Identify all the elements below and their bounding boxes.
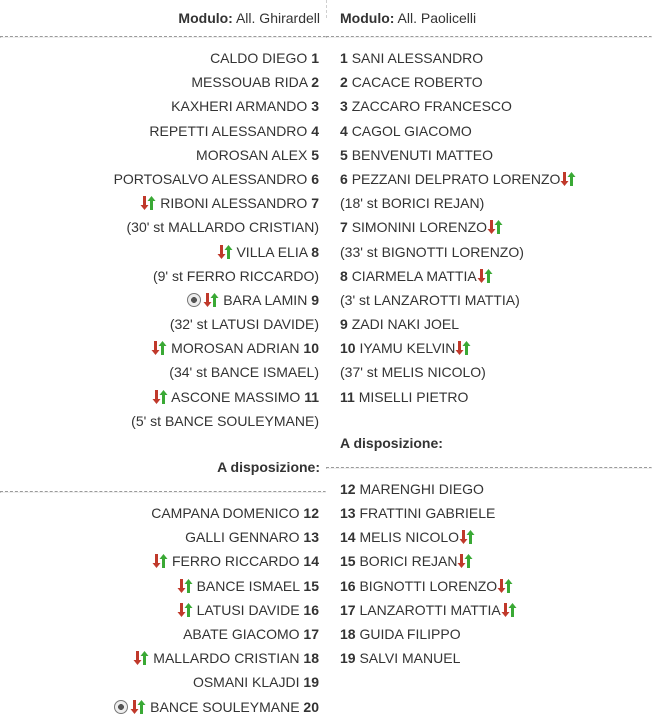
player-number: 2: [311, 74, 319, 91]
player-number: 8: [311, 243, 319, 260]
player-number: 13: [340, 505, 356, 521]
player-number: 14: [303, 553, 319, 570]
player-name: MELIS NICOLO: [359, 529, 460, 546]
player-name: ABATE GIACOMO: [183, 625, 300, 642]
player-number: 8: [340, 267, 348, 284]
player-number: 19: [303, 674, 319, 691]
substitution-row: [0, 312, 326, 336]
soccer-ball-icon: [187, 293, 201, 307]
substitution-arrows-icon: [151, 340, 167, 356]
player-name: LATUSI DAVIDE: [196, 601, 300, 618]
player-row: [326, 501, 652, 525]
player-row: [0, 622, 326, 646]
player-name: CALDO DIEGO: [210, 50, 308, 66]
player-row: [0, 119, 326, 143]
player-name: GALLI GENNARO: [185, 529, 300, 546]
player-row: [0, 46, 326, 70]
away-lineup-list: [326, 46, 652, 409]
player-number: 1: [311, 50, 319, 66]
player-name: REPETTI ALESSANDRO: [149, 122, 308, 139]
substitution-text: (32' st LATUSI DAVIDE): [169, 316, 319, 333]
player-row: [0, 525, 326, 549]
player-number: 3: [340, 98, 348, 115]
substitution-row: [0, 215, 326, 239]
player-row: [326, 167, 652, 191]
player-number: 12: [340, 480, 356, 497]
player-number: 18: [340, 625, 356, 642]
player-number: 2: [340, 74, 348, 91]
player-name: MESSOUAB RIDA: [191, 74, 308, 91]
player-row: [326, 525, 652, 549]
player-name: MOROSAN ALEX: [196, 146, 308, 163]
home-team-column: [0, 0, 326, 719]
player-number: 14: [340, 529, 356, 546]
player-number: 17: [340, 601, 356, 618]
player-row: [326, 312, 652, 336]
substitution-arrows-icon: [487, 219, 503, 235]
player-name: SANI ALESSANDRO: [351, 50, 484, 66]
player-row: [326, 119, 652, 143]
home-module-header: [0, 0, 326, 36]
substitution-arrows-icon: [217, 244, 233, 260]
player-name: SALVI MANUEL: [359, 650, 461, 667]
player-name: BANCE ISMAEL: [196, 577, 300, 594]
player-number: 5: [340, 146, 348, 163]
substitution-arrows-icon: [152, 389, 168, 405]
player-row: [326, 385, 652, 409]
player-row: [326, 549, 652, 573]
away-bench-list: [326, 477, 652, 671]
player-number: 12: [303, 505, 319, 521]
player-row: [0, 167, 326, 191]
player-name: CIARMELA MATTIA: [351, 267, 477, 284]
player-number: 11: [340, 388, 355, 405]
player-row: [0, 695, 326, 719]
substitution-arrows-icon: [177, 602, 193, 618]
player-row: [0, 501, 326, 525]
player-number: 9: [311, 291, 319, 308]
substitution-row: [0, 409, 326, 433]
player-name: ZACCARO FRANCESCO: [351, 98, 512, 115]
player-name: CAMPANA DOMENICO: [151, 505, 300, 521]
player-name: BORICI REJAN: [359, 553, 458, 570]
player-name: BIGNOTTI LORENZO: [359, 577, 498, 594]
player-number: 4: [340, 122, 348, 139]
player-number: 15: [303, 577, 319, 594]
player-name: PEZZANI DELPRATO LORENZO: [351, 170, 561, 187]
player-row: [326, 477, 652, 501]
substitution-arrows-icon: [133, 650, 149, 666]
away-team-column: [326, 0, 652, 670]
player-name: LANZAROTTI MATTIA: [359, 601, 501, 618]
player-number: 10: [303, 340, 319, 357]
player-number: 16: [340, 577, 356, 594]
home-lineup-list: [0, 46, 326, 433]
player-row: [326, 622, 652, 646]
player-name: ASCONE MASSIMO: [171, 388, 301, 405]
player-name: CACACE ROBERTO: [351, 74, 483, 91]
substitution-text: (34' st BANCE ISMAEL): [169, 364, 319, 381]
player-row: [0, 70, 326, 94]
player-row: [0, 94, 326, 118]
player-number: 5: [311, 146, 319, 163]
player-number: 1: [340, 50, 348, 66]
soccer-ball-icon: [114, 700, 128, 714]
away-coach: All. Paolicelli: [397, 10, 477, 26]
player-name: BARA LAMIN: [223, 291, 308, 308]
player-row: [0, 240, 326, 264]
substitution-row: [326, 360, 652, 384]
substitution-arrows-icon: [177, 578, 193, 594]
substitution-text: (5' st BANCE SOULEYMANE): [131, 412, 319, 429]
player-number: 16: [303, 601, 319, 618]
substitution-text: (3' st LANZAROTTI MATTIA): [340, 291, 520, 308]
player-row: [326, 215, 652, 239]
substitution-text: (33' st BIGNOTTI LORENZO): [340, 243, 524, 260]
player-name: BANCE SOULEYMANE: [150, 698, 300, 715]
player-number: 7: [340, 219, 348, 236]
substitution-text: (9' st FERRO RICCARDO): [152, 267, 319, 284]
substitution-row: [326, 191, 652, 215]
player-row: [0, 646, 326, 670]
player-number: 13: [303, 529, 319, 546]
player-name: MARENGHI DIEGO: [359, 480, 484, 497]
player-row: [326, 598, 652, 622]
substitution-arrows-icon: [140, 195, 156, 211]
substitution-arrows-icon: [477, 268, 493, 284]
home-bench-list: [0, 501, 326, 719]
player-name: PORTOSALVO ALESSANDRO: [113, 170, 308, 187]
player-row: [0, 670, 326, 694]
player-row: [0, 288, 326, 312]
player-name: IYAMU KELVIN: [359, 340, 456, 357]
substitution-arrows-icon: [501, 602, 517, 618]
player-name: SIMONINI LORENZO: [351, 219, 488, 236]
away-module-label: Modulo:: [340, 10, 395, 26]
away-module-header: [326, 0, 652, 36]
substitution-arrows-icon: [455, 340, 471, 356]
player-number: 6: [340, 170, 348, 187]
substitution-row: [0, 264, 326, 288]
player-name: MALLARDO CRISTIAN: [153, 650, 300, 667]
player-name: KAXHERI ARMANDO: [171, 98, 308, 115]
player-row: [0, 143, 326, 167]
substitution-row: [326, 288, 652, 312]
substitution-arrows-icon: [497, 578, 513, 594]
player-name: GUIDA FILIPPO: [359, 625, 461, 642]
substitution-arrows-icon: [560, 171, 576, 187]
substitution-arrows-icon: [152, 553, 168, 569]
player-row: [326, 70, 652, 94]
player-number: 7: [311, 195, 319, 212]
player-name: VILLA ELIA: [236, 243, 308, 260]
player-number: 19: [340, 650, 356, 667]
substitution-text: (37' st MELIS NICOLO): [340, 364, 486, 381]
player-number: 3: [311, 98, 319, 115]
player-name: MISELLI PIETRO: [358, 388, 469, 405]
player-number: 4: [311, 122, 319, 139]
player-number: 9: [340, 316, 348, 333]
home-module-label: Modulo:: [178, 10, 233, 26]
player-number: 11: [304, 388, 319, 405]
player-row: [0, 336, 326, 360]
player-name: FERRO RICCARDO: [171, 553, 300, 570]
player-name: RIBONI ALESSANDRO: [160, 195, 308, 212]
player-row: [0, 191, 326, 215]
substitution-arrows-icon: [130, 699, 146, 715]
substitution-text: (18' st BORICI REJAN): [340, 195, 485, 212]
player-name: BENVENUTI MATTEO: [351, 146, 493, 163]
substitution-text: (30' st MALLARDO CRISTIAN): [126, 219, 319, 236]
away-bench-title: A disposizione:: [340, 434, 443, 451]
player-number: 18: [303, 650, 319, 667]
player-number: 6: [311, 170, 319, 187]
substitution-arrows-icon: [457, 553, 473, 569]
player-row: [326, 46, 652, 70]
player-number: 10: [340, 340, 356, 357]
player-row: [0, 385, 326, 409]
player-name: MOROSAN ADRIAN: [171, 340, 300, 357]
player-name: ZADI NAKI JOEL: [351, 316, 460, 333]
player-name: CAGOL GIACOMO: [351, 122, 472, 139]
substitution-row: [0, 360, 326, 384]
substitution-arrows-icon: [203, 292, 219, 308]
home-bench-title: A disposizione:: [217, 459, 320, 475]
player-row: [0, 549, 326, 573]
player-row: [326, 94, 652, 118]
player-row: [0, 574, 326, 598]
player-number: 20: [303, 698, 319, 715]
player-row: [326, 143, 652, 167]
substitution-arrows-icon: [459, 529, 475, 545]
player-row: [326, 336, 652, 360]
player-number: 15: [340, 553, 356, 570]
player-row: [326, 574, 652, 598]
substitution-row: [326, 240, 652, 264]
player-row: [0, 598, 326, 622]
player-name: FRATTINI GABRIELE: [359, 505, 496, 521]
player-name: OSMANI KLAJDI: [192, 674, 300, 691]
home-coach: All. Ghirardell: [235, 10, 320, 26]
player-row: [326, 264, 652, 288]
player-number: 17: [303, 625, 319, 642]
player-row: [326, 646, 652, 670]
